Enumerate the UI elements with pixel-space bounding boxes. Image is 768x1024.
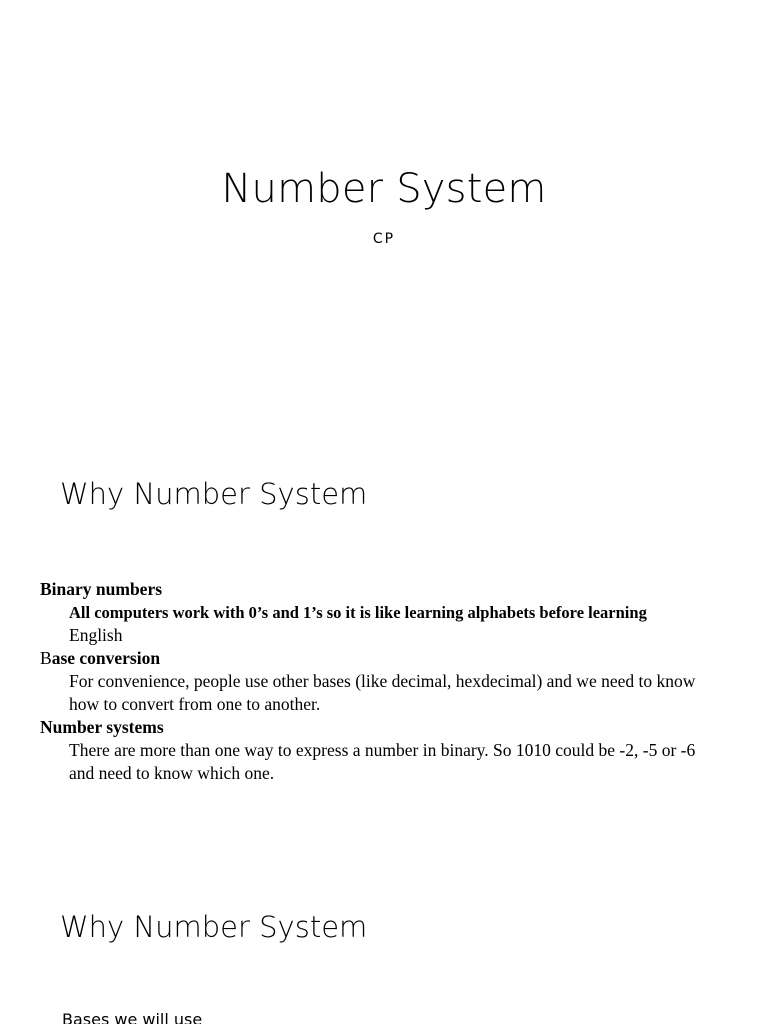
section-heading-why-number-system: Why Number System: [60, 477, 368, 511]
term-rest: ase conversion: [51, 648, 161, 668]
binary-description-first-line: All computers work with 0’s and 1’s so it is like learning alphabets before learning: [69, 603, 647, 622]
list-item-description: For convenience, people use other bases (like decimal, hexdecimal) and we need to know how to convert from one to another.: [69, 671, 696, 714]
title-slide-subtitle: CP: [372, 231, 396, 247]
bases-label: Bases we will use: [62, 1010, 203, 1024]
list-item-term: Number systems: [40, 717, 164, 737]
list-item-description: There are more than one way to express a number in binary. So 1010 could be -2, -5 or -6 and need to know which one.: [69, 740, 696, 783]
reasons-list: [40, 578, 720, 785]
list-item-description: [40, 601, 720, 647]
title-slide-heading: Number System: [221, 166, 547, 212]
term-first-letter: B: [40, 648, 52, 668]
section-heading-why-number-system-2: Why Number System: [60, 910, 368, 944]
list-item-term: [40, 647, 720, 670]
list-item-term: Binary numbers: [40, 579, 163, 599]
binary-description-second-line: English: [69, 625, 123, 645]
